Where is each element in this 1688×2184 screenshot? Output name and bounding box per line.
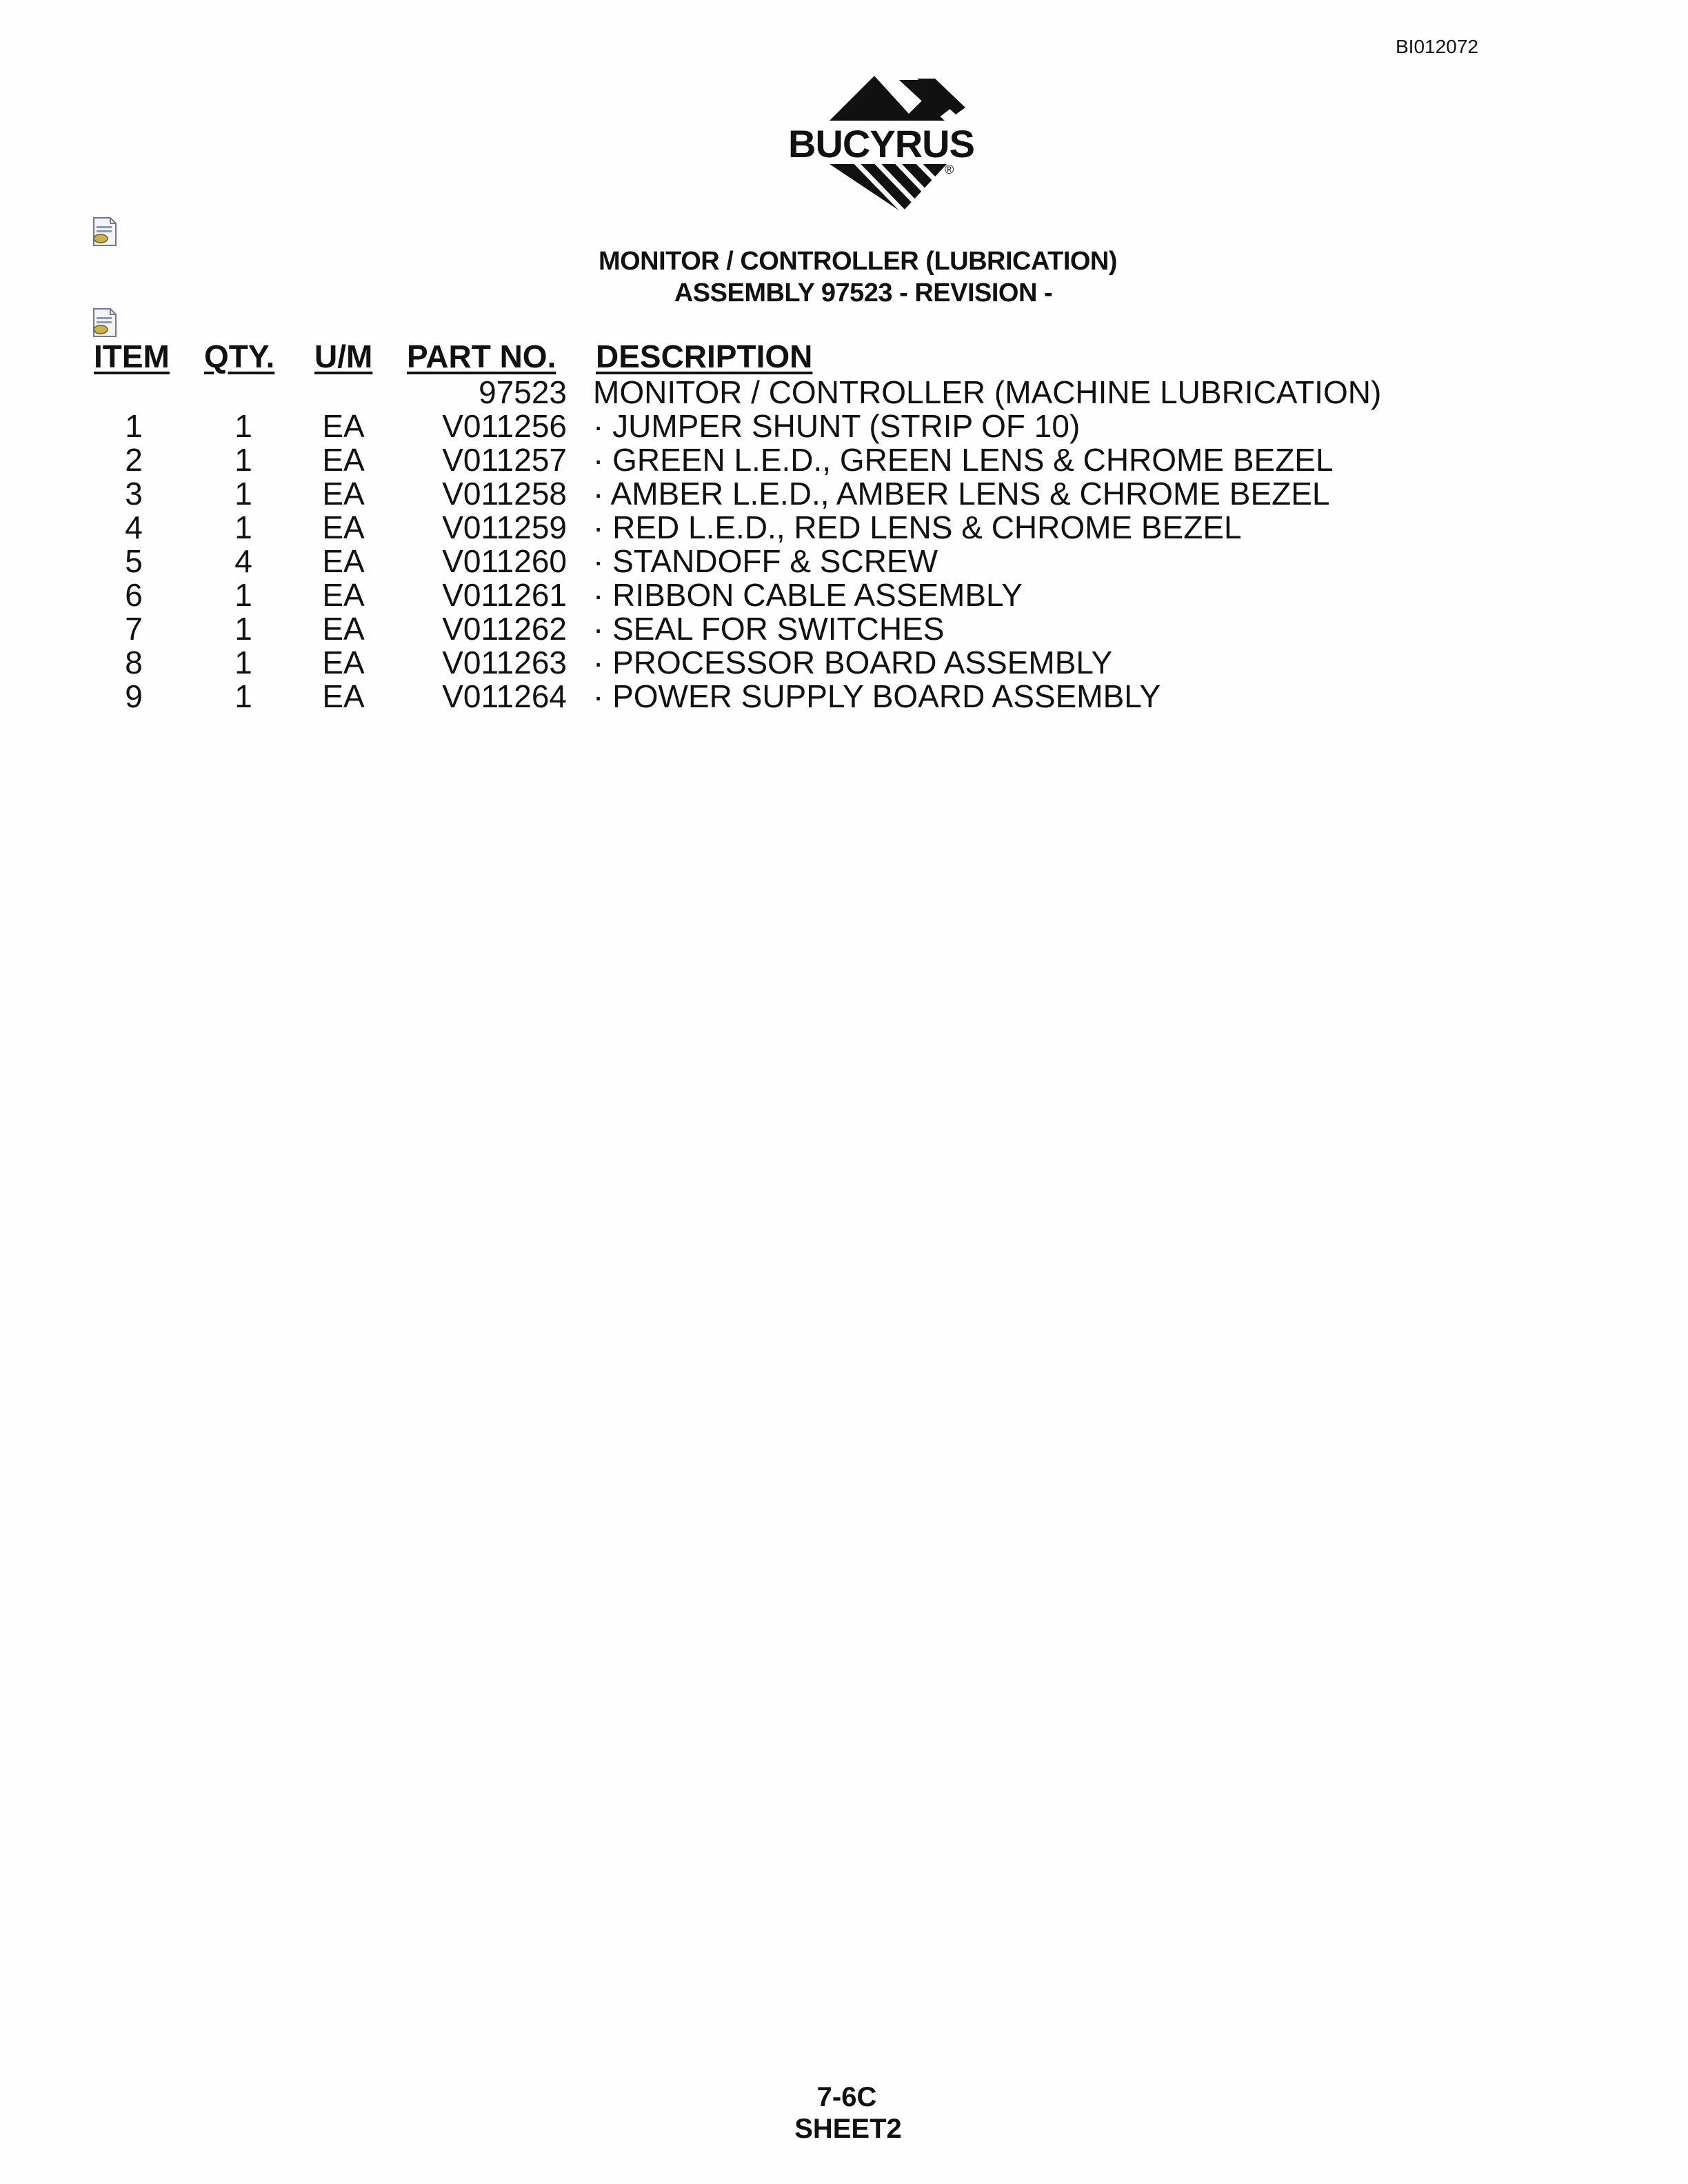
table-row	[0, 647, 1688, 680]
description-cell: · POWER SUPPLY BOARD ASSEMBLY	[593, 678, 1161, 714]
item-cell: 9	[125, 678, 143, 714]
table-row	[0, 410, 1688, 444]
header-item: ITEM	[94, 338, 170, 374]
svg-text:BUCYRUS: BUCYRUS	[788, 122, 974, 165]
part-number-cell: V011258	[442, 476, 567, 512]
um-cell: EA	[322, 476, 365, 512]
document-icon	[91, 216, 119, 247]
table-row	[0, 444, 1688, 478]
part-number-cell: V011264	[442, 678, 567, 714]
item-cell: 2	[125, 442, 143, 478]
um-cell: EA	[322, 543, 365, 579]
qty-cell: 1	[234, 678, 252, 714]
part-number-cell: V011261	[442, 577, 567, 613]
qty-cell: 1	[234, 577, 252, 613]
um-cell: EA	[322, 645, 365, 680]
item-cell: 6	[125, 577, 143, 613]
table-row	[0, 613, 1688, 647]
table-row	[0, 579, 1688, 613]
header-part-no: PART NO.	[407, 338, 556, 374]
description-cell: · RIBBON CABLE ASSEMBLY	[593, 577, 1023, 613]
svg-text:®: ®	[945, 163, 954, 176]
description-cell: MONITOR / CONTROLLER (MACHINE LUBRICATION)	[593, 374, 1382, 410]
description-cell: · STANDOFF & SCREW	[593, 543, 938, 579]
header-description: DESCRIPTION	[596, 338, 813, 374]
part-number-cell: V011256	[442, 408, 567, 444]
part-number-cell: V011260	[442, 543, 567, 579]
description-cell: · AMBER L.E.D., AMBER LENS & CHROME BEZEL	[593, 476, 1330, 512]
qty-cell: 4	[234, 543, 252, 579]
table-row	[0, 509, 1688, 545]
header-um: U/M	[314, 338, 373, 374]
um-cell: EA	[322, 611, 365, 647]
qty-cell: 1	[234, 442, 252, 478]
um-cell: EA	[322, 509, 365, 545]
document-id: BI012072	[1396, 36, 1478, 57]
item-cell: 8	[125, 645, 143, 680]
part-number-cell: V011262	[442, 611, 567, 647]
qty-cell: 1	[234, 645, 252, 680]
description-cell: · PROCESSOR BOARD ASSEMBLY	[593, 645, 1113, 680]
table-row	[0, 376, 1688, 410]
item-cell: 4	[125, 509, 143, 545]
part-number-cell: V011257	[442, 442, 567, 478]
item-cell: 5	[125, 543, 143, 579]
um-cell: EA	[322, 408, 365, 444]
qty-cell: 1	[234, 611, 252, 647]
bucyrus-logo	[764, 76, 998, 221]
assembly-title: MONITOR / CONTROLLER (LUBRICATION)	[598, 247, 1118, 276]
table-row	[0, 478, 1688, 512]
um-cell: EA	[322, 577, 365, 613]
description-cell: · RED L.E.D., RED LENS & CHROME BEZEL	[593, 509, 1242, 545]
description-cell: · SEAL FOR SWITCHES	[593, 611, 945, 647]
document-icon	[91, 307, 119, 338]
part-number-cell: V011263	[442, 645, 567, 680]
header-qty: QTY.	[204, 338, 275, 374]
item-cell: 3	[125, 476, 143, 512]
table-row	[0, 545, 1688, 579]
description-cell: · JUMPER SHUNT (STRIP OF 10)	[593, 408, 1081, 444]
table-row	[0, 680, 1688, 714]
assembly-subtitle: ASSEMBLY 97523 - REVISION -	[674, 279, 1053, 307]
sheet-number: SHEET2	[794, 2114, 902, 2144]
um-cell: EA	[322, 442, 365, 478]
qty-cell: 1	[234, 476, 252, 512]
description-cell: · GREEN L.E.D., GREEN LENS & CHROME BEZEL	[593, 442, 1334, 478]
qty-cell: 1	[234, 509, 252, 545]
part-number-cell: V011259	[442, 509, 567, 545]
um-cell: EA	[322, 678, 365, 714]
part-number-cell: 97523	[479, 374, 567, 410]
item-cell: 1	[125, 408, 143, 444]
page-number: 7-6C	[816, 2082, 877, 2112]
item-cell: 7	[125, 611, 143, 647]
qty-cell: 1	[234, 408, 252, 444]
